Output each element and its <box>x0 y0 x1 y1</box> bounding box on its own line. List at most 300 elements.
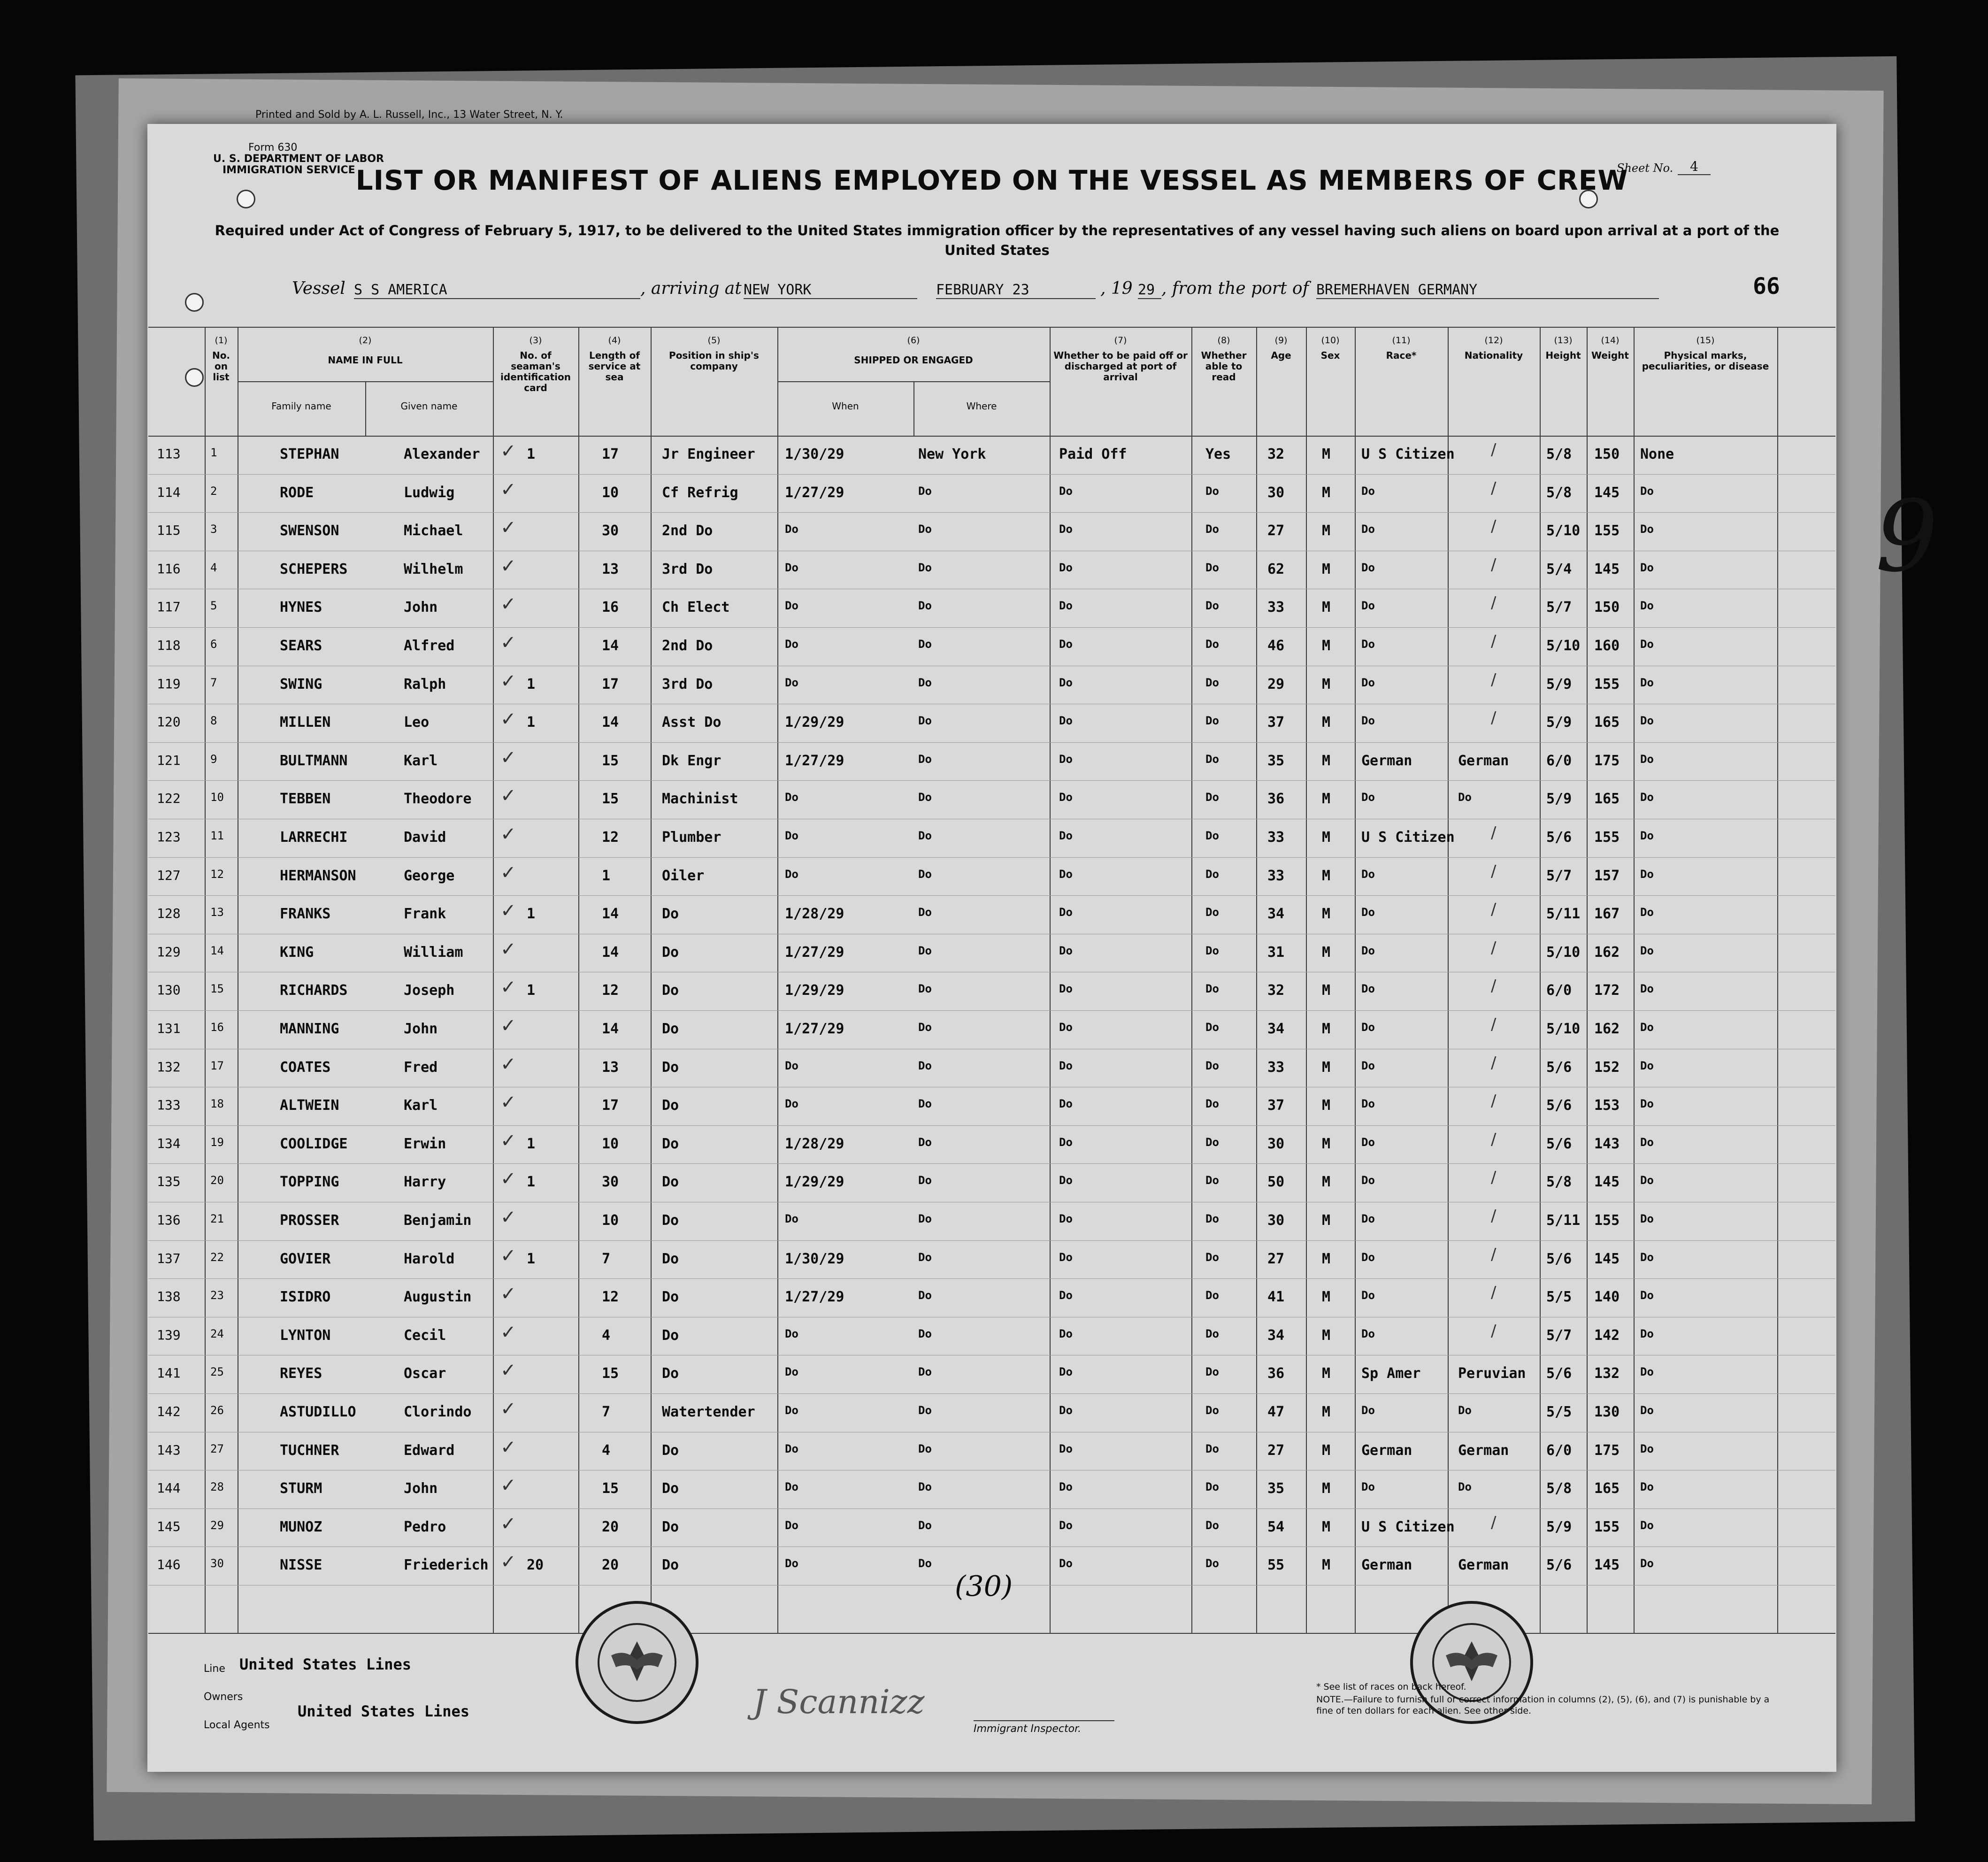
sex: M <box>1322 1212 1331 1229</box>
service-length: 17 <box>602 446 619 462</box>
form-number: Form 630 <box>248 142 298 154</box>
check-mark-icon: ✓ <box>500 977 516 999</box>
check-mark-icon: ✓ <box>500 785 516 807</box>
physical-marks: Do <box>1640 1135 1654 1149</box>
engaged-when: 1/28/29 <box>785 1135 844 1152</box>
height: 5/9 <box>1546 1518 1572 1535</box>
table-row <box>148 1163 1835 1202</box>
check-mark-icon: ✓ <box>500 1475 516 1497</box>
height: 5/8 <box>1546 446 1572 462</box>
given-name: Augustin <box>404 1289 472 1306</box>
check-mark-icon: / <box>1491 517 1497 536</box>
weight: 145 <box>1594 1250 1620 1267</box>
engaged-where: Do <box>918 1557 932 1570</box>
seaman-card-number: 1 <box>527 676 536 692</box>
check-mark-icon: / <box>1491 555 1497 574</box>
ship-position: Do <box>662 1480 679 1497</box>
weight: 167 <box>1594 906 1620 923</box>
row-list-number: 26 <box>210 1404 224 1417</box>
column-number: (6) <box>907 335 920 346</box>
sex: M <box>1322 484 1331 501</box>
column-header: Race* <box>1386 350 1417 361</box>
race: German <box>1361 1442 1412 1459</box>
given-name: Benjamin <box>404 1212 472 1229</box>
ship-position: Dk Engr <box>662 752 722 769</box>
sex: M <box>1322 867 1331 884</box>
local-agents-label: Local Agents <box>204 1719 270 1731</box>
family-name: REYES <box>280 1365 322 1382</box>
column-number: (13) <box>1554 335 1573 346</box>
given-name: Frank <box>404 906 446 923</box>
paid-off-status: Do <box>1059 829 1073 842</box>
weight: 160 <box>1594 638 1620 654</box>
height: 5/8 <box>1546 1480 1572 1497</box>
column-number: (9) <box>1274 335 1288 346</box>
race: Do <box>1361 1480 1375 1494</box>
engaged-where: Do <box>918 523 932 536</box>
department-name: U. S. DEPARTMENT OF LABOR <box>213 153 384 165</box>
engaged-where: Do <box>918 561 932 574</box>
race: Do <box>1361 982 1375 996</box>
engaged-where: Do <box>918 1174 932 1187</box>
engaged-when: Do <box>785 867 798 881</box>
physical-marks: Do <box>1640 1365 1654 1379</box>
engaged-when: 1/27/29 <box>785 1021 844 1037</box>
service-length: 14 <box>602 906 619 923</box>
weight: 165 <box>1594 1480 1620 1497</box>
check-mark-icon: / <box>1491 440 1497 459</box>
check-mark-icon: ✓ <box>500 478 516 500</box>
row-margin-number: 120 <box>157 714 181 730</box>
race: Do <box>1361 1135 1375 1149</box>
weight: 152 <box>1594 1059 1620 1076</box>
weight: 155 <box>1594 829 1620 846</box>
check-mark-icon: ✓ <box>500 708 516 731</box>
row-list-number: 6 <box>210 638 217 651</box>
sex: M <box>1322 638 1331 654</box>
family-name: ISIDRO <box>280 1289 331 1306</box>
engaged-when: 1/27/29 <box>785 1289 844 1306</box>
family-name: KING <box>280 944 314 961</box>
able-to-read: Do <box>1205 1212 1219 1225</box>
given-name: Alexander <box>404 446 480 462</box>
able-to-read: Do <box>1205 1404 1219 1417</box>
height: 5/6 <box>1546 1250 1572 1267</box>
engaged-when: Do <box>785 676 798 689</box>
check-mark-icon: / <box>1491 823 1497 842</box>
check-mark-icon: ✓ <box>500 1551 516 1573</box>
total-count: (30) <box>955 1570 1013 1603</box>
service-length: 13 <box>602 561 619 577</box>
service-name: IMMIGRATION SERVICE <box>223 164 355 176</box>
height: 5/9 <box>1546 676 1572 692</box>
family-name: TOPPING <box>280 1174 339 1191</box>
check-mark-icon: ✓ <box>500 823 516 845</box>
row-margin-number: 118 <box>157 638 181 653</box>
row-list-number: 20 <box>210 1174 224 1187</box>
nationality: German <box>1458 1442 1509 1459</box>
age: 34 <box>1267 1021 1285 1037</box>
family-name: SWING <box>280 676 322 692</box>
weight: 165 <box>1594 714 1620 731</box>
service-length: 20 <box>602 1557 619 1574</box>
height: 5/6 <box>1546 829 1572 846</box>
seaman-card-number: 1 <box>527 1174 536 1191</box>
physical-marks: None <box>1640 446 1674 462</box>
physical-marks: Do <box>1640 1289 1654 1302</box>
row-list-number: 4 <box>210 561 217 574</box>
nationality: Do <box>1458 1480 1472 1494</box>
service-length: 12 <box>602 829 619 846</box>
column-number: (8) <box>1217 335 1230 346</box>
vessel-label: Vessel <box>292 279 345 298</box>
column-header: NAME IN FULL <box>328 354 403 366</box>
sex: M <box>1322 829 1331 846</box>
row-margin-number: 143 <box>157 1442 181 1458</box>
service-length: 14 <box>602 714 619 731</box>
check-mark-icon: / <box>1491 593 1497 613</box>
manifest-title: LIST OR MANIFEST OF ALIENS EMPLOYED ON THE VESSEL AS MEMBERS OF CREW <box>355 164 1628 196</box>
sex: M <box>1322 1289 1331 1306</box>
age: 46 <box>1267 638 1285 654</box>
punch-hole <box>185 293 204 312</box>
race: Do <box>1361 1327 1375 1340</box>
weight: 162 <box>1594 1021 1620 1037</box>
family-name: COOLIDGE <box>280 1135 348 1152</box>
weight: 162 <box>1594 944 1620 961</box>
engaged-when: 1/27/29 <box>785 484 844 501</box>
table-row <box>148 512 1835 551</box>
engaged-when: 1/29/29 <box>785 1174 844 1191</box>
engaged-where: Do <box>918 752 932 766</box>
check-mark-icon: / <box>1491 900 1497 919</box>
row-list-number: 21 <box>210 1212 224 1225</box>
check-mark-icon: / <box>1491 938 1497 957</box>
able-to-read: Do <box>1205 1480 1219 1494</box>
table-row <box>148 819 1835 857</box>
engaged-when: Do <box>785 1480 798 1494</box>
height: 5/8 <box>1546 484 1572 501</box>
sex: M <box>1322 1135 1331 1152</box>
given-name: David <box>404 829 446 846</box>
ship-position: 3rd Do <box>662 561 713 577</box>
family-name: TEBBEN <box>280 791 331 808</box>
weight: 132 <box>1594 1365 1620 1382</box>
sex: M <box>1322 1327 1331 1344</box>
row-margin-number: 135 <box>157 1174 181 1190</box>
weight: 145 <box>1594 1557 1620 1574</box>
table-row <box>148 589 1835 627</box>
vessel-name: S S AMERICA <box>354 282 640 299</box>
seaman-card-number: 1 <box>527 982 536 999</box>
able-to-read: Do <box>1205 484 1219 498</box>
engaged-when: Do <box>785 523 798 536</box>
engaged-where: Do <box>918 791 932 804</box>
check-mark-icon: ✓ <box>500 1207 516 1228</box>
age: 33 <box>1267 599 1285 616</box>
engaged-where: Do <box>918 1097 932 1111</box>
row-list-number: 30 <box>210 1557 224 1570</box>
able-to-read: Do <box>1205 867 1219 881</box>
check-mark-icon: ✓ <box>500 517 516 539</box>
paid-off-status: Do <box>1059 1404 1073 1417</box>
able-to-read: Do <box>1205 638 1219 651</box>
table-row <box>148 1202 1835 1240</box>
paid-off-status: Do <box>1059 1442 1073 1455</box>
given-name: Fred <box>404 1059 438 1076</box>
ship-position: Plumber <box>662 829 722 846</box>
engaged-where: Do <box>918 1442 932 1455</box>
row-margin-number: 134 <box>157 1135 181 1151</box>
table-row <box>148 895 1835 934</box>
engaged-when: Do <box>785 1518 798 1532</box>
age: 27 <box>1267 1442 1285 1459</box>
physical-marks: Do <box>1640 523 1654 536</box>
row-list-number: 3 <box>210 523 217 536</box>
race: Do <box>1361 523 1375 536</box>
ship-position: Cf Refrig <box>662 484 738 501</box>
arriving-label: , arriving at <box>640 279 742 298</box>
margin-note: 9 <box>1875 479 1938 594</box>
ship-position: Machinist <box>662 791 738 808</box>
engaged-where: Do <box>918 1289 932 1302</box>
family-name: ASTUDILLO <box>280 1404 356 1420</box>
age: 50 <box>1267 1174 1285 1191</box>
weight: 150 <box>1594 599 1620 616</box>
service-length: 14 <box>602 638 619 654</box>
height: 5/7 <box>1546 1327 1572 1344</box>
weight: 175 <box>1594 1442 1620 1459</box>
table-row <box>148 1087 1835 1125</box>
check-mark-icon: ✓ <box>500 632 516 654</box>
weight: 140 <box>1594 1289 1620 1306</box>
check-mark-icon: / <box>1491 977 1497 996</box>
physical-marks: Do <box>1640 1518 1654 1532</box>
ship-position: Watertender <box>662 1404 755 1420</box>
engaged-when: Do <box>785 1365 798 1379</box>
table-row <box>148 1317 1835 1355</box>
engaged-when: 1/30/29 <box>785 1250 844 1267</box>
engaged-when: 1/29/29 <box>785 714 844 731</box>
able-to-read: Do <box>1205 1250 1219 1264</box>
ship-position: 3rd Do <box>662 676 713 692</box>
seaman-card-number: 1 <box>527 906 536 923</box>
column-number: (7) <box>1114 335 1127 346</box>
physical-marks: Do <box>1640 1174 1654 1187</box>
penalty-note: NOTE.—Failure to furnish full or correct information in columns (2), (5), (6), and (7) is punishable by a fine of ten dollars for each alien. See other side. <box>1316 1694 1770 1716</box>
service-length: 14 <box>602 1021 619 1037</box>
given-name: Edward <box>404 1442 455 1459</box>
column-header: Nationality <box>1464 350 1523 361</box>
weight: 172 <box>1594 982 1620 999</box>
printer-credit: Printed and Sold by A. L. Russell, Inc., 13 Water Street, N. Y. <box>255 109 563 121</box>
given-name: Karl <box>404 1097 438 1114</box>
engaged-where: Do <box>918 1021 932 1034</box>
row-list-number: 25 <box>210 1365 224 1379</box>
table-row <box>148 972 1835 1010</box>
given-name: George <box>404 867 455 884</box>
able-to-read: Do <box>1205 1059 1219 1072</box>
engaged-where: Do <box>918 944 932 957</box>
column-header: Height <box>1545 350 1581 361</box>
engaged-where: Do <box>918 1135 932 1149</box>
sex: M <box>1322 1174 1331 1191</box>
weight: 155 <box>1594 523 1620 539</box>
height: 5/8 <box>1546 1174 1572 1191</box>
table-row <box>148 1470 1835 1508</box>
height: 5/6 <box>1546 1059 1572 1076</box>
row-margin-number: 138 <box>157 1289 181 1305</box>
able-to-read: Do <box>1205 1327 1219 1340</box>
age: 36 <box>1267 791 1285 808</box>
height: 5/11 <box>1546 1212 1581 1229</box>
able-to-read: Do <box>1205 1289 1219 1302</box>
row-margin-number: 144 <box>157 1480 181 1496</box>
ship-position: Do <box>662 1365 679 1382</box>
sex: M <box>1322 1518 1331 1535</box>
seaman-card-number: 1 <box>527 1135 536 1152</box>
engaged-where: Do <box>918 1212 932 1225</box>
column-number: (3) <box>529 335 542 346</box>
row-margin-number: 137 <box>157 1250 181 1266</box>
table-row <box>148 1278 1835 1317</box>
paid-off-status: Do <box>1059 1212 1073 1225</box>
engaged-where: Do <box>918 714 932 728</box>
service-length: 15 <box>602 752 619 769</box>
engaged-where: Do <box>918 1059 932 1072</box>
nationality: Do <box>1458 1404 1472 1417</box>
row-list-number: 18 <box>210 1097 224 1111</box>
able-to-read: Do <box>1205 714 1219 728</box>
family-name: MILLEN <box>280 714 331 731</box>
seaman-card-number: 1 <box>527 714 536 731</box>
paid-off-status: Do <box>1059 944 1073 957</box>
age: 34 <box>1267 906 1285 923</box>
row-margin-number: 117 <box>157 599 181 615</box>
paid-off-status: Do <box>1059 1250 1073 1264</box>
check-mark-icon: ✓ <box>500 1053 516 1075</box>
service-length: 4 <box>602 1442 611 1459</box>
physical-marks: Do <box>1640 867 1654 881</box>
check-mark-icon: / <box>1491 478 1497 498</box>
race: Do <box>1361 599 1375 613</box>
check-mark-icon: ✓ <box>500 1398 516 1420</box>
family-name: SWENSON <box>280 523 339 539</box>
engaged-when: Do <box>785 791 798 804</box>
physical-marks: Do <box>1640 944 1654 957</box>
age: 37 <box>1267 1097 1285 1114</box>
check-mark-icon: ✓ <box>500 1245 516 1267</box>
service-length: 7 <box>602 1404 611 1420</box>
sex: M <box>1322 982 1331 999</box>
line-value: United States Lines <box>239 1655 412 1673</box>
race: Do <box>1361 906 1375 919</box>
paid-off-status: Do <box>1059 599 1073 613</box>
service-length: 15 <box>602 791 619 808</box>
paid-off-status: Do <box>1059 1365 1073 1379</box>
able-to-read: Do <box>1205 829 1219 842</box>
given-name: Theodore <box>404 791 472 808</box>
row-list-number: 7 <box>210 676 217 689</box>
given-name: Oscar <box>404 1365 446 1382</box>
row-list-number: 29 <box>210 1518 224 1532</box>
height: 5/6 <box>1546 1097 1572 1114</box>
family-name: RICHARDS <box>280 982 348 999</box>
race: U S Citizen <box>1361 446 1455 462</box>
check-mark-icon: / <box>1491 1283 1497 1302</box>
check-mark-icon: / <box>1491 1053 1497 1072</box>
height: 6/0 <box>1546 1442 1572 1459</box>
physical-marks: Do <box>1640 1021 1654 1034</box>
age: 33 <box>1267 1059 1285 1076</box>
column-header: No. of seaman's identification card <box>500 350 571 393</box>
service-length: 30 <box>602 1174 619 1191</box>
engaged-when: Do <box>785 829 798 842</box>
row-margin-number: 146 <box>157 1557 181 1573</box>
row-margin-number: 133 <box>157 1097 181 1113</box>
sex: M <box>1322 752 1331 769</box>
row-list-number: 15 <box>210 982 224 996</box>
able-to-read: Do <box>1205 1135 1219 1149</box>
seaman-card-number: 1 <box>527 1250 536 1267</box>
engaged-where: Do <box>918 599 932 613</box>
row-margin-number: 139 <box>157 1327 181 1343</box>
nationality: German <box>1458 1557 1509 1574</box>
service-length: 1 <box>602 867 611 884</box>
row-list-number: 2 <box>210 484 217 498</box>
given-name: William <box>404 944 463 961</box>
height: 5/9 <box>1546 791 1572 808</box>
row-margin-number: 113 <box>157 446 181 462</box>
row-list-number: 12 <box>210 867 224 881</box>
check-mark-icon: / <box>1491 862 1497 881</box>
row-margin-number: 145 <box>157 1518 181 1534</box>
sex: M <box>1322 1250 1331 1267</box>
table-row <box>148 551 1835 589</box>
weight: 153 <box>1594 1097 1620 1114</box>
from-port-label: , from the port of <box>1161 279 1309 298</box>
physical-marks: Do <box>1640 1557 1654 1570</box>
weight: 155 <box>1594 1212 1620 1229</box>
age: 54 <box>1267 1518 1285 1535</box>
service-length: 15 <box>602 1480 619 1497</box>
sex: M <box>1322 446 1331 462</box>
physical-marks: Do <box>1640 1059 1654 1072</box>
given-name: Erwin <box>404 1135 446 1152</box>
ship-position: Do <box>662 944 679 961</box>
row-list-number: 10 <box>210 791 224 804</box>
sex: M <box>1322 1557 1331 1574</box>
height: 5/11 <box>1546 906 1581 923</box>
column-header: Physical marks, peculiarities, or disease <box>1642 350 1769 372</box>
able-to-read: Do <box>1205 561 1219 574</box>
family-name: PROSSER <box>280 1212 339 1229</box>
ship-position: 2nd Do <box>662 523 713 539</box>
sex: M <box>1322 1480 1331 1497</box>
ship-position: Asst Do <box>662 714 722 731</box>
sex: M <box>1322 1059 1331 1076</box>
manifest-subtitle: Required under Act of Congress of February 5, 1917, to be delivered to the United States immigration officer by the representatives of any vessel having such aliens on board upon arrival at a port of the United States <box>215 223 1780 258</box>
column-subheader: When <box>832 400 859 412</box>
age: 55 <box>1267 1557 1285 1574</box>
sex: M <box>1322 599 1331 616</box>
table-row <box>148 742 1835 781</box>
ship-position: Do <box>662 906 679 923</box>
family-name: LARRECHI <box>280 829 348 846</box>
race: Do <box>1361 1404 1375 1417</box>
able-to-read: Do <box>1205 1174 1219 1187</box>
check-mark-icon: ✓ <box>500 1436 516 1458</box>
